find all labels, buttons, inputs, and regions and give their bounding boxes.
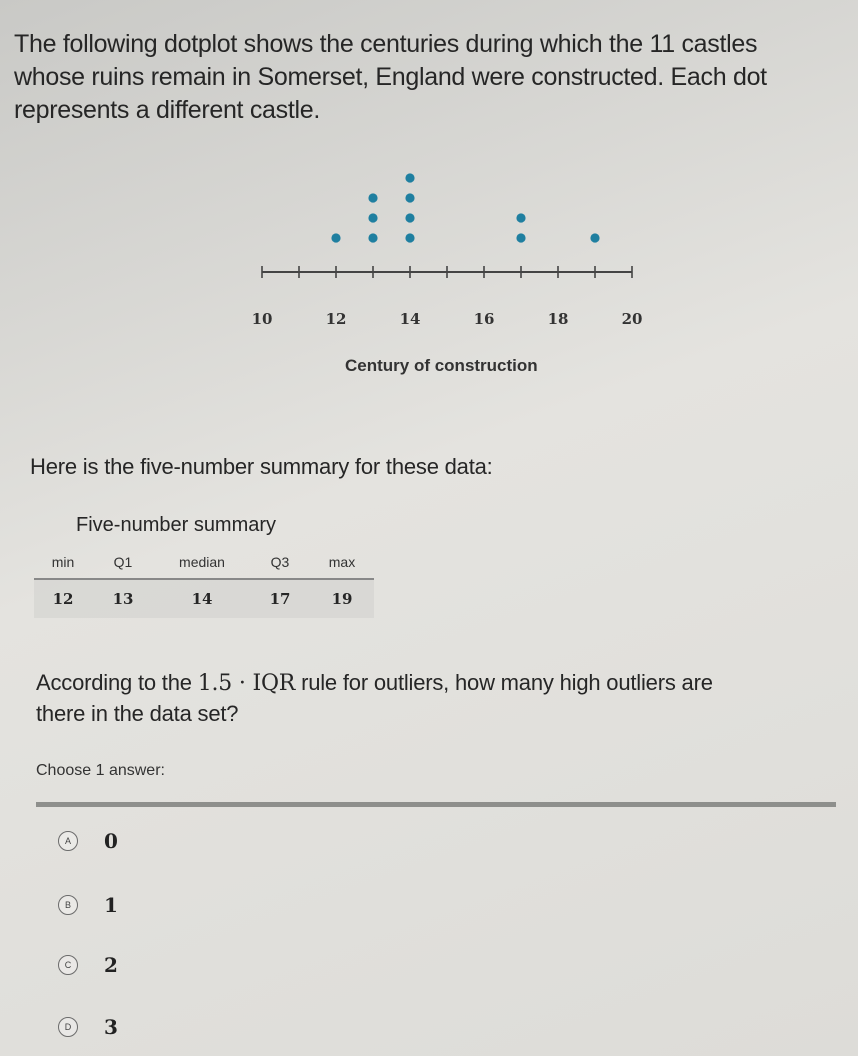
- answer-choice-a[interactable]: [58, 826, 118, 856]
- intro-line-3: represents a different castle.: [14, 96, 320, 124]
- dotplot-chart: [0, 150, 858, 360]
- divider: [36, 802, 836, 807]
- data-dot: [368, 193, 377, 202]
- value-q1: 13: [92, 579, 154, 618]
- summary-value-row: [34, 579, 374, 618]
- choice-value: 2: [104, 953, 118, 977]
- header-max: max: [310, 548, 374, 579]
- summary-header-row: [34, 548, 374, 579]
- question-math: 1.5 · IQR: [197, 671, 296, 696]
- header-q1: Q1: [92, 548, 154, 579]
- choice-value: 1: [104, 893, 118, 917]
- value-q3: 17: [250, 579, 310, 618]
- summary-intro-text: Here is the five-number summary for these data:: [30, 454, 493, 479]
- x-tick-label: 16: [473, 310, 495, 328]
- choice-letter-badge: D: [58, 1017, 78, 1037]
- choice-letter-badge: B: [58, 895, 78, 915]
- x-tick-label: 18: [547, 310, 569, 328]
- data-dot: [516, 233, 525, 242]
- header-q3: Q3: [250, 548, 310, 579]
- x-tick-label: 14: [399, 310, 421, 328]
- summary-table-caption: Five-number summary: [76, 514, 277, 536]
- data-dot: [368, 233, 377, 242]
- value-median: 14: [154, 579, 250, 618]
- answer-choice-d[interactable]: [58, 1012, 118, 1042]
- answer-choice-c[interactable]: [58, 950, 118, 980]
- question-part-1: According to the: [36, 670, 198, 695]
- choice-letter-badge: C: [58, 955, 78, 975]
- data-dot: [516, 213, 525, 222]
- x-tick-label: 10: [251, 310, 273, 328]
- data-dot: [405, 193, 414, 202]
- choice-value: 3: [104, 1015, 118, 1039]
- question-text: [36, 668, 836, 729]
- data-dot: [368, 213, 377, 222]
- choice-value: 0: [104, 829, 118, 853]
- dotplot-axis-title: Century of construction: [345, 356, 538, 375]
- value-min: 12: [34, 579, 92, 618]
- intro-line-2: whose ruins remain in Somerset, England were constructed. Each dot: [14, 63, 767, 91]
- header-min: min: [34, 548, 92, 579]
- question-intro: [14, 28, 834, 127]
- data-dot: [405, 213, 414, 222]
- value-max: 19: [310, 579, 374, 618]
- answer-choice-b[interactable]: [58, 890, 118, 920]
- data-dot: [405, 233, 414, 242]
- data-dot: [405, 173, 414, 182]
- x-tick-label: 20: [621, 310, 643, 328]
- header-median: median: [154, 548, 250, 579]
- data-dot: [331, 233, 340, 242]
- x-tick-label: 12: [325, 310, 347, 328]
- choose-label: Choose 1 answer:: [36, 762, 165, 779]
- intro-line-1: The following dotplot shows the centuries during which the 11 castles: [14, 30, 758, 58]
- question-part-2: rule for outliers, how many high outliers are: [295, 670, 713, 695]
- question-line-2: there in the data set?: [36, 701, 239, 726]
- data-dot: [590, 233, 599, 242]
- five-number-summary-table: [34, 548, 374, 618]
- choice-letter-badge: A: [58, 831, 78, 851]
